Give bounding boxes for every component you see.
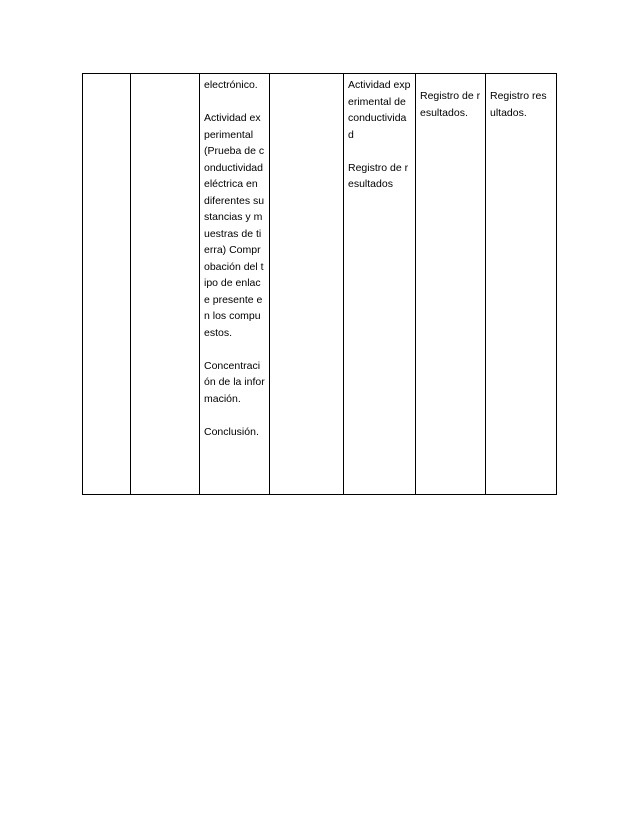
cell-text-registro-resultados-2: Registro resultados. [490, 90, 547, 119]
cell-text-electronico: electrónico. [204, 79, 258, 91]
cell-text-registro: Registro de resultados [348, 161, 409, 190]
table-cell-evidence [344, 74, 416, 495]
cell-text-actividad-conductividad: Actividad experimental de conductividad [348, 79, 411, 141]
table-cell-2 [131, 74, 200, 495]
cell-text-actividad-experimental: Actividad experimental (Prueba de conductividad eléctrica en diferentes sustancias y muestras de tierra) Comprobación del tipo de enlace presente en los compuestos. [204, 112, 265, 339]
cell-text-registro-resultados: Registro de resultados. [420, 90, 481, 119]
paragraph-spacer [204, 407, 265, 424]
paragraph-spacer [204, 94, 265, 111]
table-cell-1 [83, 74, 131, 495]
cell-text-conclusion: Conclusión. [204, 425, 259, 438]
table-row [83, 74, 557, 495]
table-cell-4 [270, 74, 344, 495]
paragraph-spacer [204, 341, 265, 358]
table-cell-activities [200, 74, 270, 495]
table-cell-instrument [416, 74, 486, 495]
table-cell-evaluation [486, 74, 557, 495]
cell-text-concentracion: Concentración de la información. [204, 359, 265, 405]
activity-table [82, 73, 557, 495]
paragraph-spacer [348, 143, 411, 160]
